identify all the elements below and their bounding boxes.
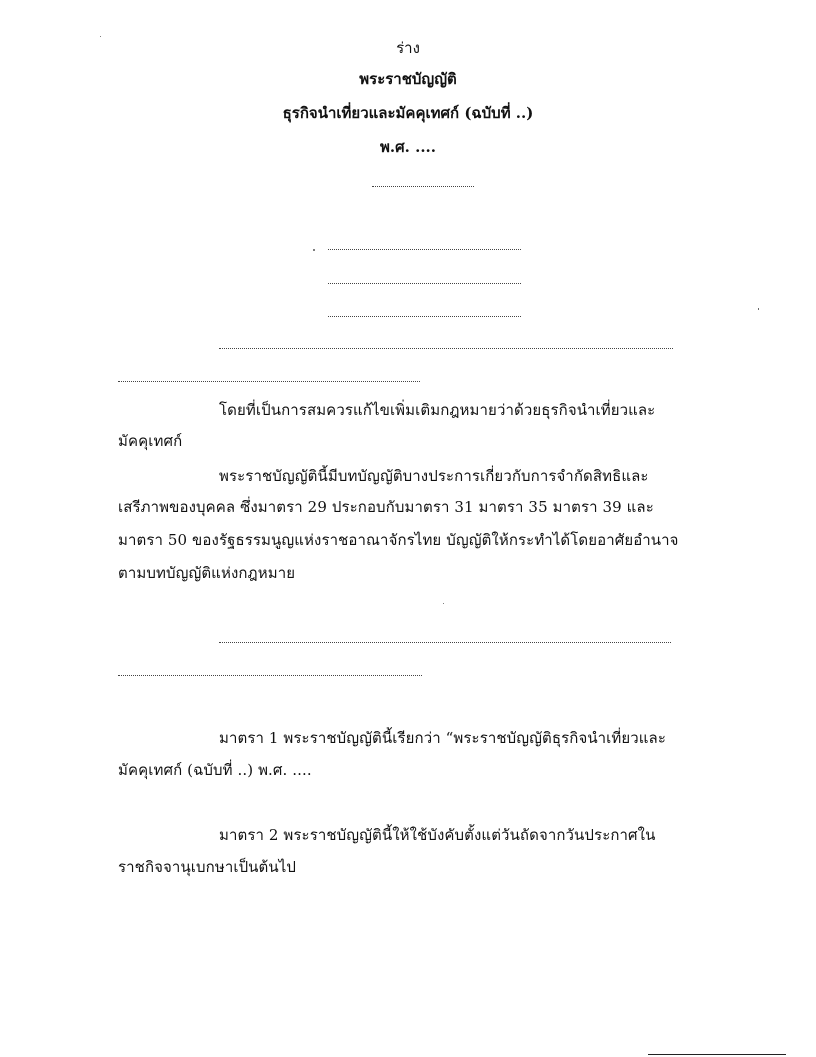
- preamble-line: พระราชบัญญัตินี้มีบทบัญญัติบางประการเกี่ยวกับการจำกัดสิทธิและ: [219, 467, 649, 485]
- blank-line: [328, 316, 521, 317]
- preamble-line: มาตรา 50 ของรัฐธรรมนูญแห่งราชอาณาจักรไทย บัญญัติให้กระทำได้โดยอาศัยอำนาจ: [118, 531, 679, 549]
- scan-speck: [100, 36, 101, 37]
- preamble-line: ตามบทบัญญัติแห่งกฎหมาย: [118, 564, 296, 582]
- stray-mark: [313, 249, 315, 251]
- blank-line: [118, 675, 422, 676]
- blank-line: [328, 283, 521, 284]
- section-1-line: มัคคุเทศก์ (ฉบับที่ ..) พ.ศ. ....: [118, 761, 312, 779]
- scan-speck: [443, 603, 444, 604]
- section-2-line: ราชกิจจานุเบกษาเป็นต้นไป: [118, 858, 297, 876]
- footer-rule: [648, 1054, 786, 1055]
- scan-speck: [758, 308, 759, 310]
- header-separator: [372, 186, 474, 187]
- blank-line: [328, 249, 521, 250]
- preamble-line: มัคคุเทศก์: [118, 432, 183, 450]
- section-1-line: มาตรา 1 พระราชบัญญัตินี้เรียกว่า “พระราชบัญญัติธุรกิจนำเที่ยวและ: [219, 729, 666, 747]
- document-subtitle: ธุรกิจนำเที่ยวและมัคคุเทศก์ (ฉบับที่ ..): [282, 104, 534, 122]
- section-2-line: มาตรา 2 พระราชบัญญัตินี้ให้ใช้บังคับตั้งแต่วันถัดจากวันประกาศใน: [219, 826, 656, 844]
- blank-line: [118, 381, 420, 382]
- document-year: พ.ศ. ....: [380, 138, 436, 156]
- blank-line: [219, 642, 671, 643]
- preamble-line: เสรีภาพของบุคคล ซึ่งมาตรา 29 ประกอบกับมาตรา 31 มาตรา 35 มาตรา 39 และ: [118, 498, 654, 516]
- blank-line: [219, 348, 673, 349]
- document-title: พระราชบัญญัติ: [359, 70, 457, 88]
- draft-label: ร่าง: [396, 39, 420, 57]
- preamble-line: โดยที่เป็นการสมควรแก้ไขเพิ่มเติมกฎหมายว่าด้วยธุรกิจนำเที่ยวและ: [219, 401, 656, 419]
